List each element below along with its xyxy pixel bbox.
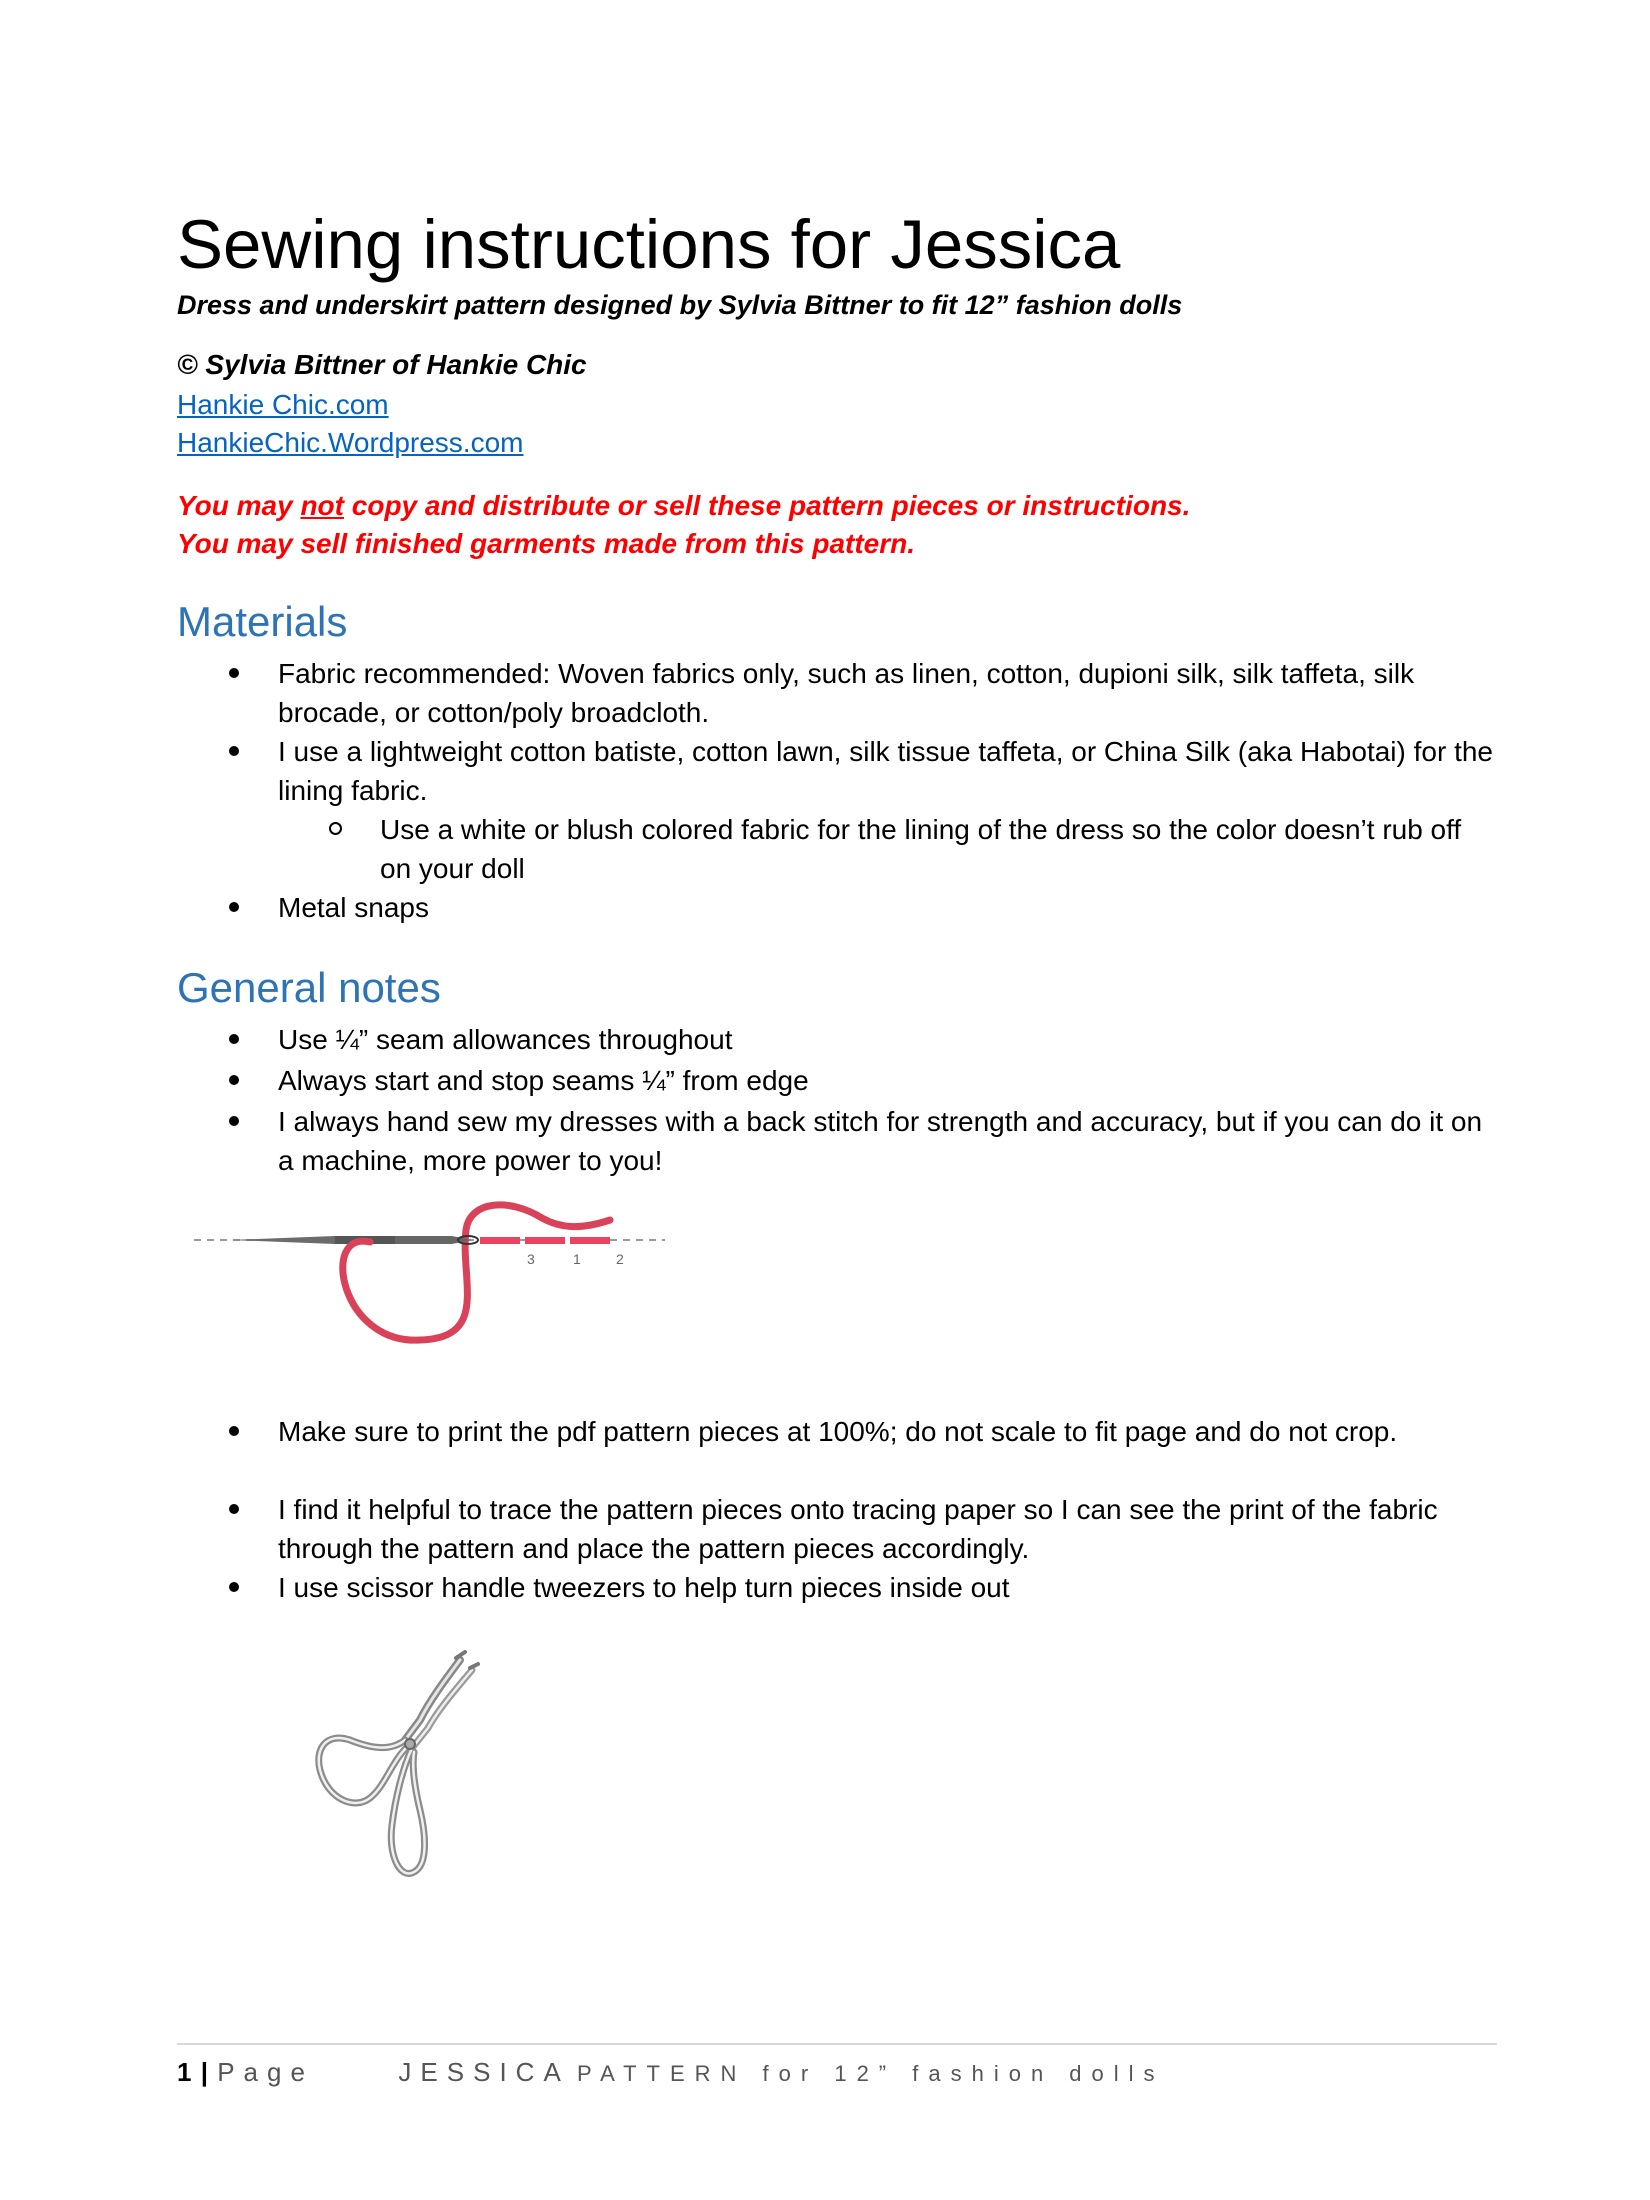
- warning-line-1: [177, 488, 1190, 524]
- bullet-icon: [229, 1034, 239, 1044]
- back-stitch-illustration: [190, 1190, 670, 1350]
- page-word: Page: [217, 2057, 314, 2087]
- list-item-text: Fabric recommended: Woven fabrics only, such as linen, cotton, dupioni silk, silk taffeta, silk brocade, or cotton/poly broadcloth.: [278, 658, 1415, 728]
- page-footer: [177, 2054, 1165, 2092]
- bullet-icon: [229, 668, 239, 678]
- bullet-icon: [229, 1075, 239, 1085]
- warning-text: copy and distribute or sell these pattern pieces or instructions.: [343, 490, 1191, 521]
- scissor-tweezers-image: [310, 1640, 540, 1890]
- footer-separator: |: [200, 2057, 210, 2087]
- bullet-icon: [229, 1582, 239, 1592]
- link-hankie-chic-wordpress[interactable]: HankieChic.Wordpress.com: [177, 427, 524, 458]
- stitch-2: [570, 1237, 610, 1244]
- footer-doc-name: JESSICA: [398, 2057, 570, 2087]
- bullet-icon: [229, 902, 239, 912]
- bullet-icon: [229, 1426, 239, 1436]
- link-hankie-chic[interactable]: Hankie Chic.com: [177, 389, 389, 420]
- list-item-text: Metal snaps: [278, 892, 429, 923]
- bullet-icon: [229, 1116, 239, 1126]
- list-item-text: I find it helpful to trace the pattern pieces onto tracing paper so I can see the print of the fabric through the pattern and place the pattern pieces accordingly.: [278, 1494, 1438, 1564]
- stitch-label: 1: [573, 1251, 581, 1267]
- page-title: Sewing instructions for Jessica: [177, 206, 1121, 283]
- list-item-text: I always hand sew my dresses with a back stitch for strength and accuracy, but if you can do it on a machine, more power to you!: [278, 1106, 1483, 1176]
- footer-doc-rest: PATTERN for 12” fashion dolls: [577, 2061, 1165, 2086]
- page-number: 1: [177, 2057, 194, 2087]
- sub-bullet-icon: [329, 822, 342, 835]
- footer-divider: [177, 2043, 1497, 2045]
- materials-heading: Materials: [177, 598, 348, 645]
- list-item-text: I use scissor handle tweezers to help turn pieces inside out: [278, 1572, 1010, 1603]
- stitch-1: [525, 1237, 565, 1244]
- needle-tip-icon: [230, 1236, 335, 1244]
- bullet-icon: [229, 1504, 239, 1514]
- page-subtitle: Dress and underskirt pattern designed by Sylvia Bittner to fit 12” fashion dolls: [177, 290, 1183, 320]
- warning-line-2: You may sell finished garments made from this pattern.: [177, 528, 916, 559]
- list-item-text: Use a white or blush colored fabric for the lining of the dress so the color doesn’t rub off on your doll: [380, 814, 1462, 884]
- bullet-icon: [229, 746, 239, 756]
- copyright-notice: © Sylvia Bittner of Hankie Chic: [177, 349, 587, 380]
- list-item-text: I use a lightweight cotton batiste, cotton lawn, silk tissue taffeta, or China Silk (aka Habotai) for the lining fabric.: [278, 736, 1494, 806]
- list-item-text: Use ¼” seam allowances throughout: [278, 1024, 733, 1055]
- list-item-text: Make sure to print the pdf pattern pieces at 100%; do not scale to fit page and do not crop.: [278, 1416, 1398, 1447]
- warning-text: You may: [177, 490, 301, 521]
- general-notes-heading: General notes: [177, 964, 441, 1011]
- stitch-label: 2: [616, 1251, 624, 1267]
- stitch-label: 3: [527, 1251, 535, 1267]
- stitch-3: [480, 1237, 520, 1244]
- thread-icon: [343, 1205, 610, 1340]
- warning-emphasis: not: [300, 490, 344, 521]
- list-item-text: Always start and stop seams ¼” from edge: [278, 1065, 809, 1096]
